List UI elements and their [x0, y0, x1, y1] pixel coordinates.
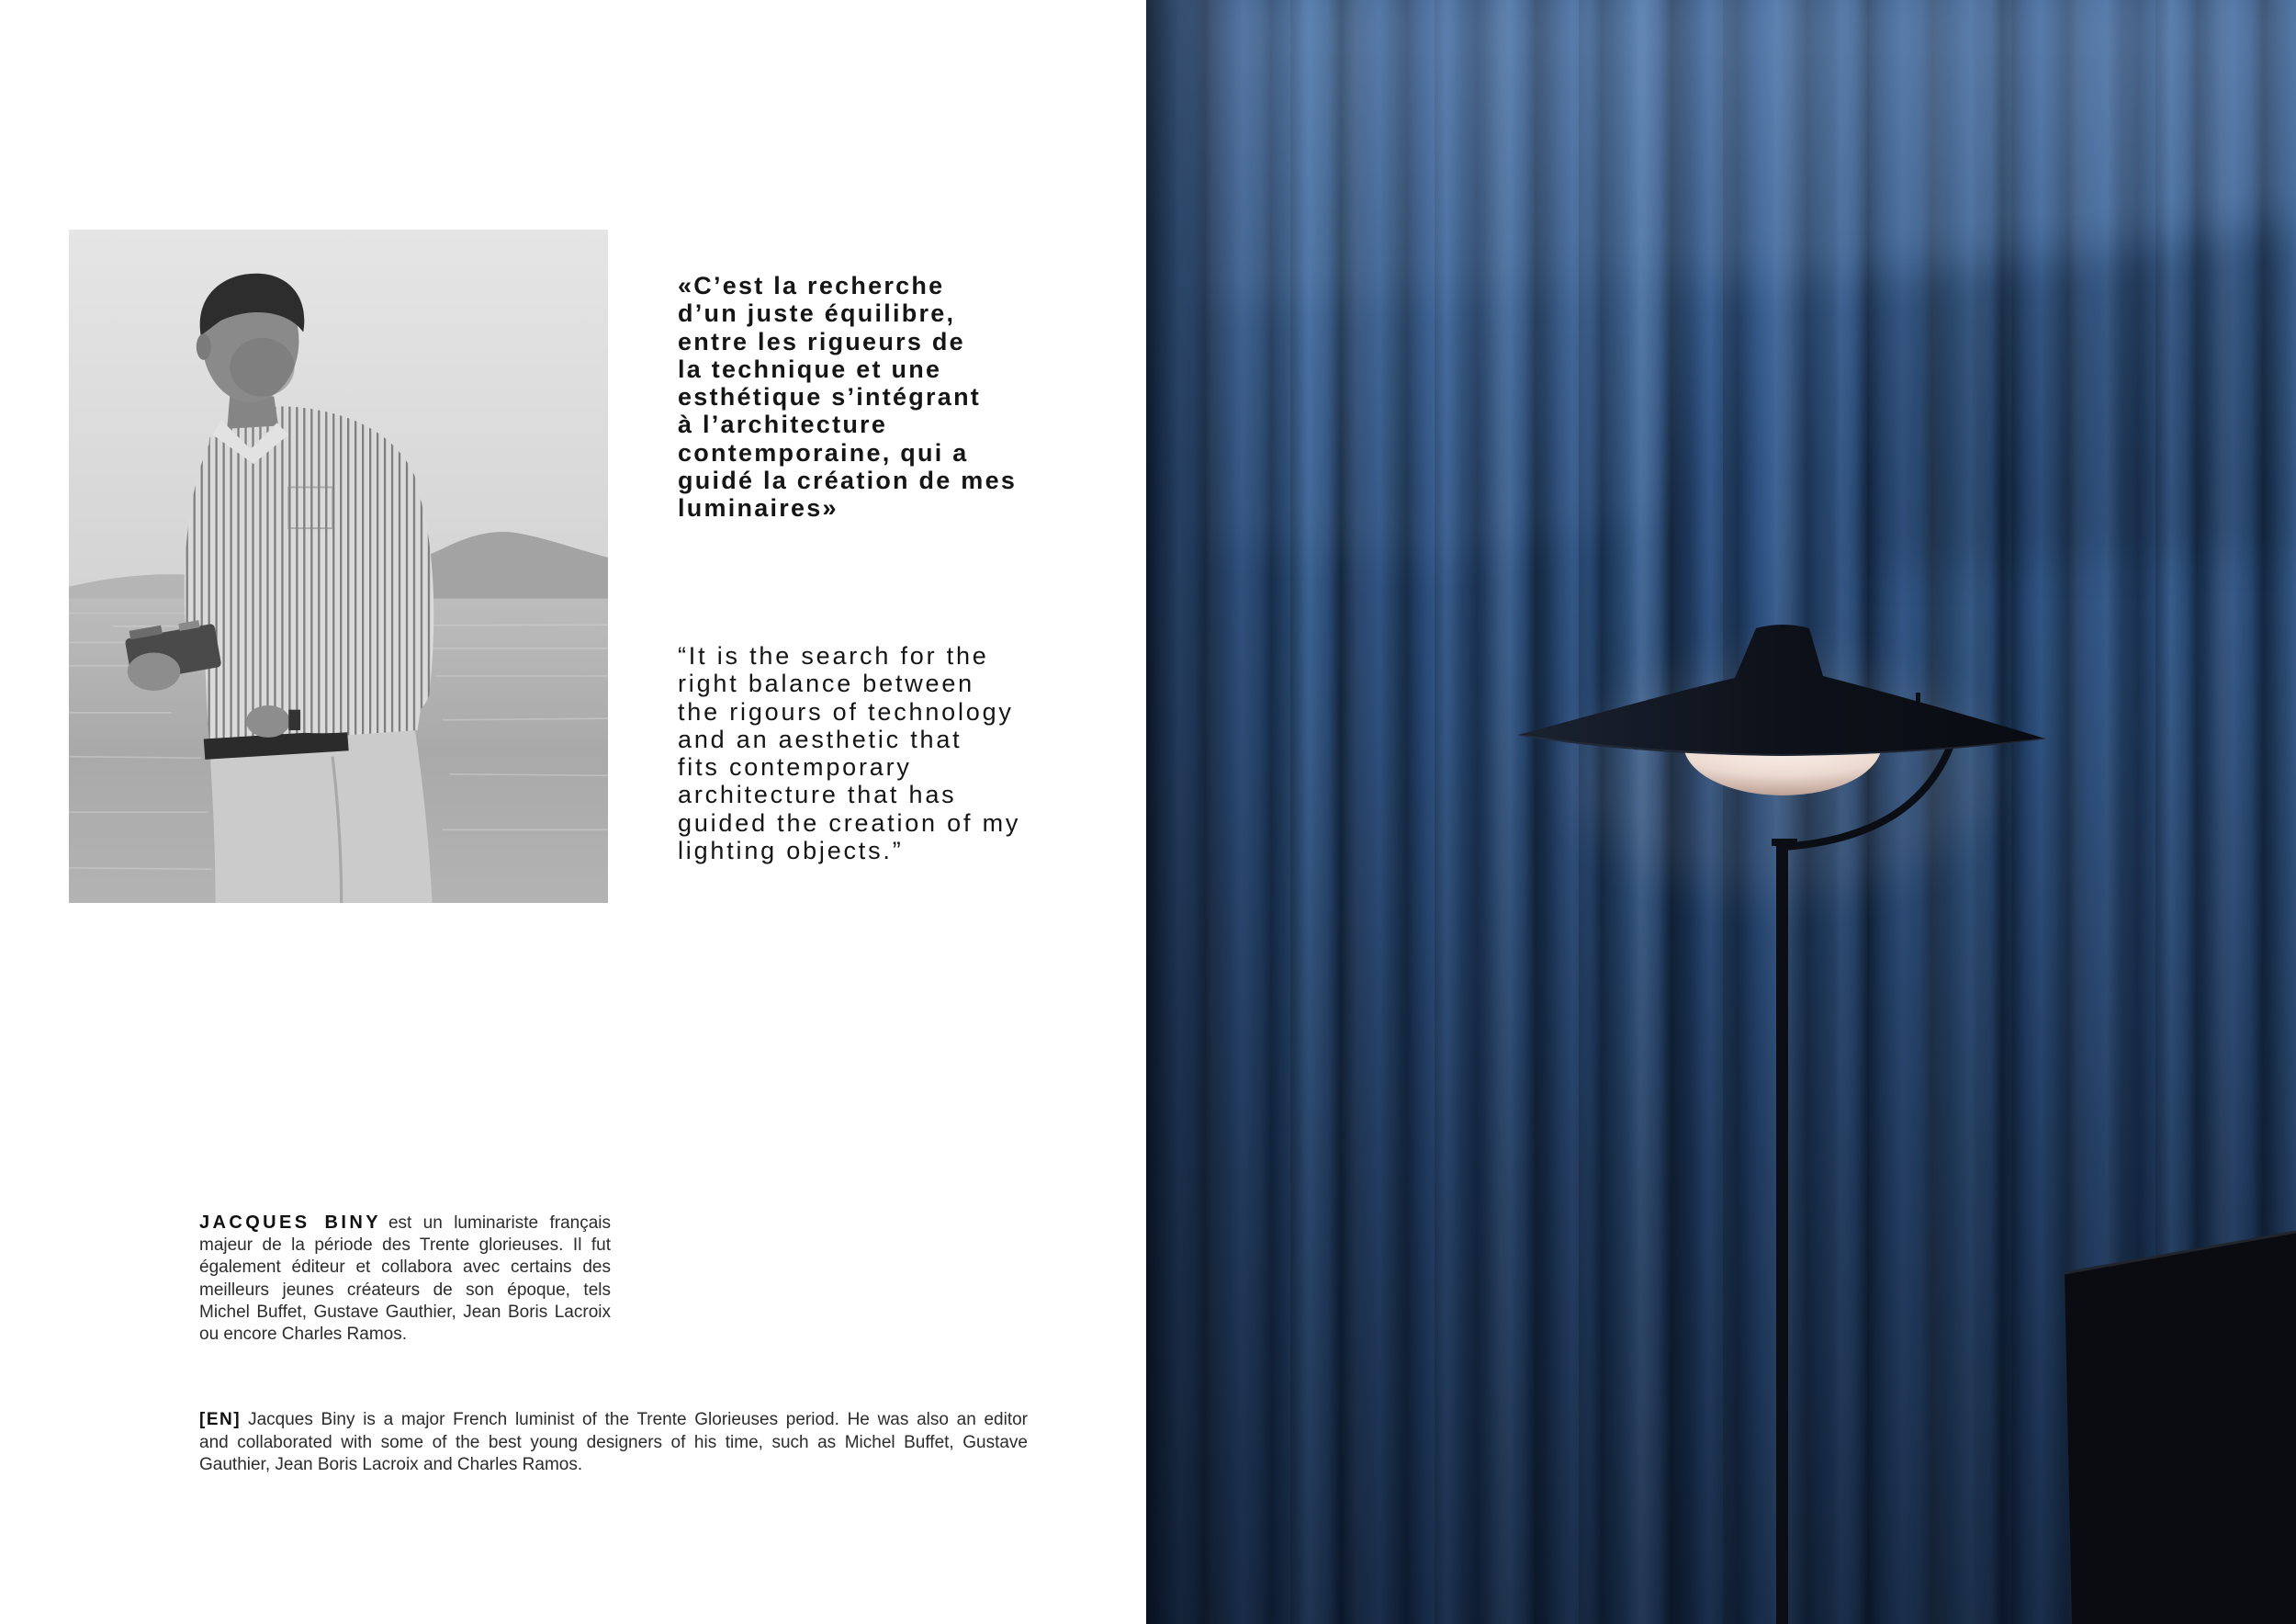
- wristwatch: [288, 710, 300, 730]
- quote-line: entre les rigueurs de: [678, 327, 965, 355]
- quote-line: contemporaine, qui a: [678, 438, 969, 467]
- quote-line: “It is the search for the: [678, 642, 989, 670]
- lamp-shade: [1518, 625, 2045, 756]
- quote-line: à l’architecture: [678, 411, 888, 439]
- bio-line: meilleurs jeunes créateurs de son époque, tels: [199, 1280, 611, 1300]
- lamp-pole: [1776, 841, 1788, 1624]
- lamp-pole-bracket: [1772, 839, 1797, 846]
- bio-line: majeur de la période des Trente glorieuses. Il fut: [199, 1235, 611, 1256]
- bio-text: Jacques Biny is a major French luminist of the Trente Glorieuses period. He was also an editor: [248, 1410, 1028, 1429]
- curtain-photo: [1146, 0, 2296, 1624]
- window-light: [1210, 0, 2296, 570]
- bio-line: [199, 1409, 1028, 1432]
- lamp-knob: [1916, 693, 1920, 702]
- bio-line: and collaborated with some of the best young designers of his time, such as Michel Buffet, Gustave: [199, 1432, 1028, 1452]
- language-tag: [EN]: [199, 1410, 242, 1429]
- right-hand: [246, 705, 290, 738]
- bio-line: Michel Buffet, Gustave Gauthier, Jean Boris Lacroix: [199, 1302, 611, 1322]
- bio-line: Gauthier, Jean Boris Lacroix and Charles Ramos.: [199, 1455, 583, 1474]
- quote-line: la technique et une: [678, 355, 942, 383]
- quote-line: luminaires»: [678, 494, 838, 523]
- quote-line: «C’est la recherche: [678, 272, 945, 299]
- bio-text: est un luminariste français: [388, 1213, 611, 1233]
- portrait-image: [69, 230, 608, 903]
- quote-line: and an aesthetic that: [678, 725, 962, 753]
- quote-line: lighting objects.”: [678, 837, 904, 865]
- quote-line: the rigours of technology: [678, 697, 1014, 726]
- quote-line: architecture that has: [678, 781, 957, 809]
- floor-lamp-scene: [1146, 0, 2296, 1624]
- side-cabinet: [2065, 1232, 2296, 1624]
- biography-french: [199, 1212, 611, 1346]
- left-page: [0, 0, 1146, 1624]
- bio-line: également éditeur et collabora avec certains des: [199, 1257, 611, 1278]
- quote-line: d’un juste équilibre,: [678, 299, 956, 328]
- quote-line: guided the creation of my: [678, 808, 1021, 837]
- portrait-photo: [69, 230, 608, 903]
- bio-line: ou encore Charles Ramos.: [199, 1325, 407, 1345]
- quote-line: guidé la création de mes: [678, 467, 1018, 495]
- bio-line: [199, 1212, 611, 1235]
- ear: [197, 333, 211, 360]
- quote-english: [678, 642, 1020, 864]
- left-hand: [128, 653, 180, 691]
- quote-line: right balance between: [678, 670, 974, 698]
- quote-french: [678, 272, 1017, 523]
- quote-line: fits contemporary: [678, 753, 912, 782]
- biography-english: [199, 1409, 1028, 1477]
- designer-name: JACQUES BINY: [199, 1212, 381, 1233]
- quote-line: esthétique s’intégrant: [678, 383, 982, 412]
